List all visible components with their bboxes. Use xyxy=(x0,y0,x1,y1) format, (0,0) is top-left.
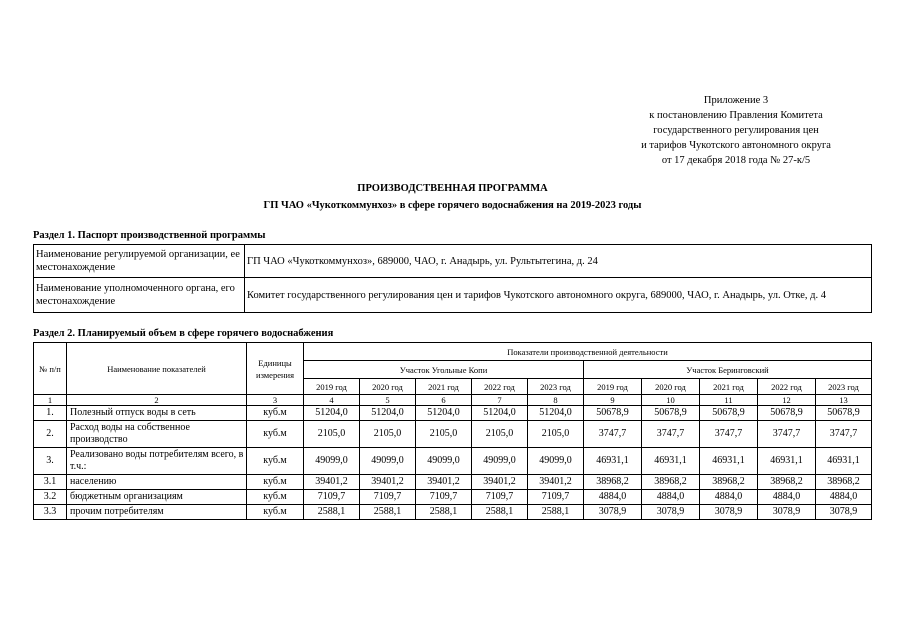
row-value: 2105,0 xyxy=(472,421,528,448)
table-row xyxy=(34,490,872,505)
row-value: 3078,9 xyxy=(700,505,758,520)
row-value: 2588,1 xyxy=(472,505,528,520)
row-unit: куб.м xyxy=(247,505,304,520)
row-value: 3078,9 xyxy=(642,505,700,520)
passport-label: Наименование уполномоченного органа, его местонахождение xyxy=(34,278,245,313)
row-value: 46931,1 xyxy=(816,448,872,475)
header-site-beringovsky: Участок Беринговский xyxy=(584,361,872,379)
header-indicators: Показатели производственной деятельности xyxy=(304,343,872,361)
row-value: 50678,9 xyxy=(584,406,642,421)
column-number: 4 xyxy=(304,395,360,406)
row-value: 7109,7 xyxy=(528,490,584,505)
row-name: Расход воды на собственное производство xyxy=(67,421,247,448)
row-value: 39401,2 xyxy=(304,475,360,490)
column-number: 2 xyxy=(67,395,247,406)
row-value: 4884,0 xyxy=(700,490,758,505)
row-value: 3747,7 xyxy=(816,421,872,448)
row-value: 2588,1 xyxy=(360,505,416,520)
row-value: 4884,0 xyxy=(816,490,872,505)
column-number: 11 xyxy=(700,395,758,406)
row-value: 2588,1 xyxy=(416,505,472,520)
row-number: 2. xyxy=(34,421,67,448)
appendix-line: к постановлению Правления Комитета xyxy=(649,110,823,121)
table-row xyxy=(34,475,872,490)
section2-heading: Раздел 2. Планируемый объем в сфере горячего водоснабжения xyxy=(33,328,334,339)
row-value: 49099,0 xyxy=(304,448,360,475)
row-name: Полезный отпуск воды в сеть xyxy=(67,406,247,421)
header-year: 2022 год xyxy=(758,379,816,395)
row-value: 2105,0 xyxy=(416,421,472,448)
row-unit: куб.м xyxy=(247,475,304,490)
header-year: 2023 год xyxy=(528,379,584,395)
table-row xyxy=(34,505,872,520)
row-value: 49099,0 xyxy=(472,448,528,475)
row-value: 7109,7 xyxy=(304,490,360,505)
row-value: 39401,2 xyxy=(528,475,584,490)
header-year: 2020 год xyxy=(360,379,416,395)
passport-table xyxy=(33,244,872,313)
column-number: 5 xyxy=(360,395,416,406)
header-year: 2019 год xyxy=(304,379,360,395)
passport-value: ГП ЧАО «Чукоткоммунхоз», 689000, ЧАО, г. Анадырь, ул. Рультытегина, д. 24 xyxy=(245,245,872,278)
row-unit: куб.м xyxy=(247,406,304,421)
column-number: 8 xyxy=(528,395,584,406)
row-value: 39401,2 xyxy=(472,475,528,490)
row-number: 1. xyxy=(34,406,67,421)
row-value: 49099,0 xyxy=(528,448,584,475)
row-value: 7109,7 xyxy=(416,490,472,505)
header-unit: Единицы измерения xyxy=(247,343,304,395)
row-value: 38968,2 xyxy=(758,475,816,490)
row-name: населению xyxy=(67,475,247,490)
table-row xyxy=(34,406,872,421)
row-unit: куб.м xyxy=(247,448,304,475)
column-number: 9 xyxy=(584,395,642,406)
column-number: 6 xyxy=(416,395,472,406)
row-value: 50678,9 xyxy=(700,406,758,421)
row-name: прочим потребителям xyxy=(67,505,247,520)
row-value: 3747,7 xyxy=(642,421,700,448)
row-value: 2105,0 xyxy=(528,421,584,448)
appendix-block xyxy=(560,93,905,168)
passport-row xyxy=(34,278,872,313)
passport-label: Наименование регулируемой организации, ее местонахождение xyxy=(34,245,245,278)
header-year: 2022 год xyxy=(472,379,528,395)
row-name: бюджетным организациям xyxy=(67,490,247,505)
row-value: 3747,7 xyxy=(700,421,758,448)
header-num: № п/п xyxy=(34,343,67,395)
row-value: 4884,0 xyxy=(584,490,642,505)
row-value: 46931,1 xyxy=(758,448,816,475)
row-value: 38968,2 xyxy=(816,475,872,490)
row-value: 4884,0 xyxy=(758,490,816,505)
row-value: 2588,1 xyxy=(528,505,584,520)
column-number: 3 xyxy=(247,395,304,406)
row-value: 3747,7 xyxy=(758,421,816,448)
table-row xyxy=(34,448,872,475)
row-value: 46931,1 xyxy=(700,448,758,475)
document-title: ПРОИЗВОДСТВЕННАЯ ПРОГРАММА xyxy=(357,183,548,194)
row-value: 7109,7 xyxy=(360,490,416,505)
row-value: 2105,0 xyxy=(360,421,416,448)
row-value: 51204,0 xyxy=(472,406,528,421)
row-value: 51204,0 xyxy=(304,406,360,421)
passport-row xyxy=(34,245,872,278)
appendix-line: государственного регулирования цен xyxy=(653,125,819,136)
row-value: 3078,9 xyxy=(816,505,872,520)
row-value: 38968,2 xyxy=(642,475,700,490)
header-site-ugolnye-kopi: Участок Угольные Копи xyxy=(304,361,584,379)
header-year: 2021 год xyxy=(416,379,472,395)
row-number: 3.2 xyxy=(34,490,67,505)
row-value: 7109,7 xyxy=(472,490,528,505)
column-number: 10 xyxy=(642,395,700,406)
row-value: 4884,0 xyxy=(642,490,700,505)
row-value: 2105,0 xyxy=(304,421,360,448)
row-number: 3.1 xyxy=(34,475,67,490)
row-value: 49099,0 xyxy=(416,448,472,475)
volume-table xyxy=(33,342,872,520)
row-value: 3078,9 xyxy=(584,505,642,520)
appendix-line: Приложение 3 xyxy=(703,95,769,106)
column-number: 13 xyxy=(816,395,872,406)
column-number: 7 xyxy=(472,395,528,406)
row-value: 50678,9 xyxy=(758,406,816,421)
row-value: 38968,2 xyxy=(700,475,758,490)
row-value: 49099,0 xyxy=(360,448,416,475)
row-value: 50678,9 xyxy=(642,406,700,421)
row-value: 3747,7 xyxy=(584,421,642,448)
header-name: Наименование показателей xyxy=(67,343,247,395)
row-value: 46931,1 xyxy=(642,448,700,475)
row-value: 38968,2 xyxy=(584,475,642,490)
header-year: 2020 год xyxy=(642,379,700,395)
table-row xyxy=(34,421,872,448)
row-name: Реализовано воды потребителям всего, в т.ч.: xyxy=(67,448,247,475)
header-year: 2021 год xyxy=(700,379,758,395)
column-number: 12 xyxy=(758,395,816,406)
appendix-line: от 17 декабря 2018 года № 27-к/5 xyxy=(661,155,811,166)
row-value: 39401,2 xyxy=(360,475,416,490)
row-value: 3078,9 xyxy=(758,505,816,520)
row-unit: куб.м xyxy=(247,490,304,505)
row-value: 51204,0 xyxy=(360,406,416,421)
row-value: 50678,9 xyxy=(816,406,872,421)
row-value: 2588,1 xyxy=(304,505,360,520)
document-subtitle: ГП ЧАО «Чукоткоммунхоз» в сфере горячего водоснабжения на 2019-2023 годы xyxy=(263,200,642,211)
appendix-line: и тарифов Чукотского автономного округа xyxy=(641,140,831,151)
passport-value: Комитет государственного регулирования цен и тарифов Чукотского автономного округа, 689000, ЧАО, г. Анадырь, ул. Отке, д. 4 xyxy=(245,278,872,313)
row-value: 51204,0 xyxy=(416,406,472,421)
header-year: 2019 год xyxy=(584,379,642,395)
row-value: 51204,0 xyxy=(528,406,584,421)
row-value: 46931,1 xyxy=(584,448,642,475)
row-value: 39401,2 xyxy=(416,475,472,490)
row-unit: куб.м xyxy=(247,421,304,448)
header-year: 2023 год xyxy=(816,379,872,395)
column-number: 1 xyxy=(34,395,67,406)
section1-heading: Раздел 1. Паспорт производственной программы xyxy=(33,230,266,241)
row-number: 3. xyxy=(34,448,67,475)
row-number: 3.3 xyxy=(34,505,67,520)
